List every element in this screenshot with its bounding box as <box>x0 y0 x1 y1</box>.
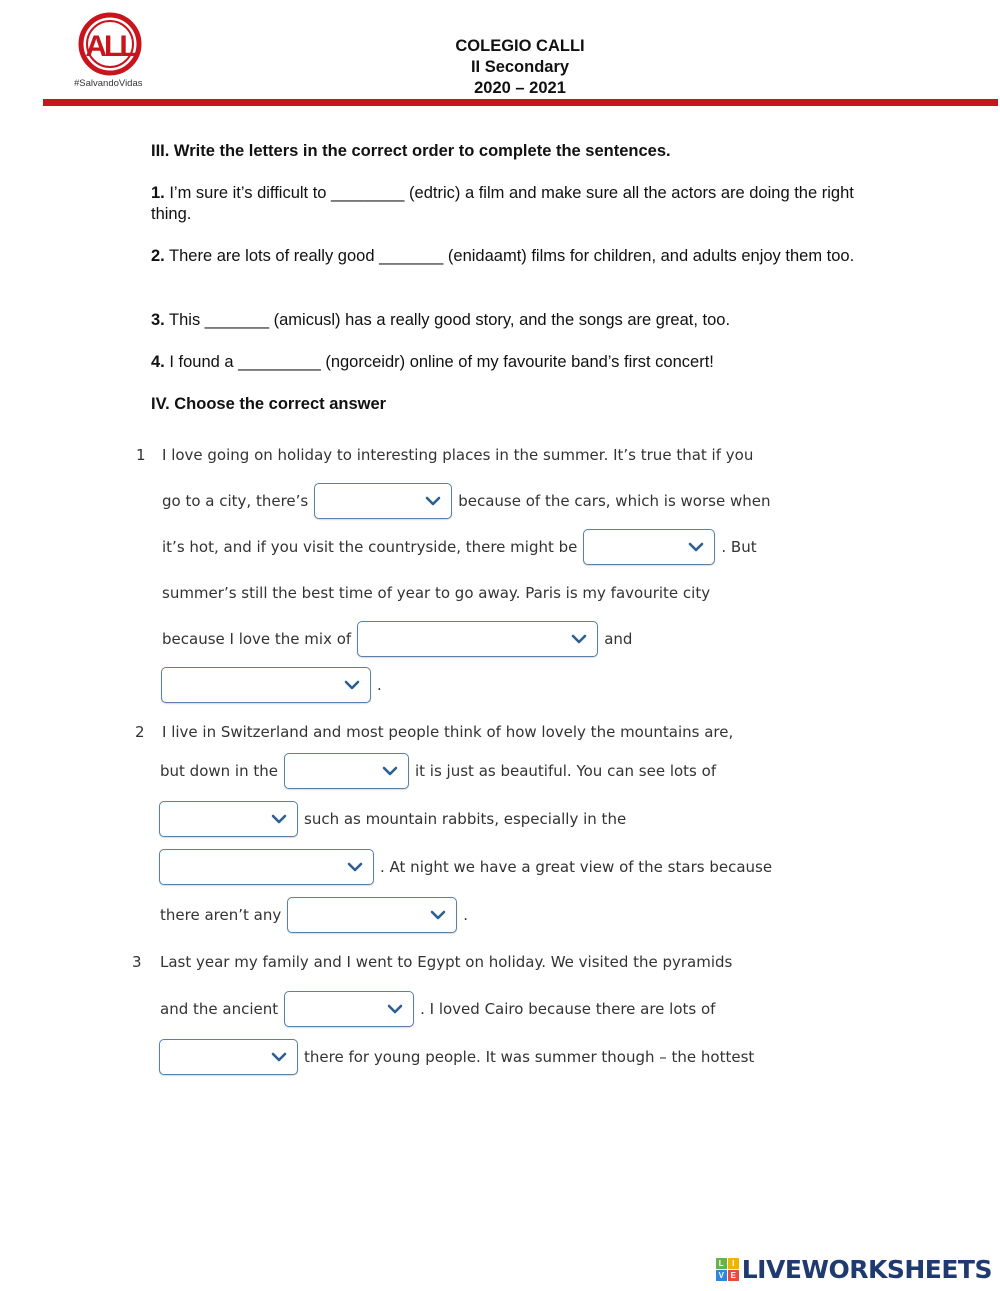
chevron-down-icon <box>271 813 287 825</box>
chevron-down-icon <box>425 495 441 507</box>
item-number: 3. <box>151 311 165 329</box>
passage-line <box>160 943 732 981</box>
passage-text: it’s hot, and if you visit the countryside, there might be <box>162 538 578 556</box>
chevron-down-icon <box>430 909 446 921</box>
answer-dropdown[interactable] <box>161 667 371 703</box>
grade: II Secondary <box>470 58 570 76</box>
passage-line <box>160 896 468 934</box>
passage-line <box>162 620 632 658</box>
passage-text: because of the cars, which is worse when <box>458 492 771 510</box>
passage-line <box>162 436 753 474</box>
chevron-down-icon <box>688 541 704 553</box>
svg-text:ALL: ALL <box>85 30 135 63</box>
chevron-down-icon <box>387 1003 403 1015</box>
item-text: I’m sure it’s difficult to ________ (edtric) a film and make sure all the actors are doing the right thing. <box>151 184 854 223</box>
item-text: This _______ (amicusl) has a really good story, and the songs are great, too. <box>164 311 731 329</box>
passage-text: go to a city, there’s <box>162 492 309 510</box>
passage-text: there for young people. It was summer though – the hottest <box>304 1048 755 1066</box>
item-number: 1. <box>151 184 165 202</box>
exercise-item <box>151 310 881 331</box>
item-text: I found a _________ (ngorceidr) online of my favourite band’s first concert! <box>164 353 714 371</box>
passage-text: it is just as beautiful. You can see lots of <box>414 762 717 780</box>
passage-text: . I loved Cairo because there are lots of <box>420 1000 716 1018</box>
answer-dropdown[interactable] <box>159 1039 298 1075</box>
exercise-item <box>151 352 881 373</box>
question-number: 2 <box>135 723 145 741</box>
passage-text: and <box>604 630 633 648</box>
item-number: 2. <box>151 247 165 265</box>
question-number: 1 <box>136 446 146 464</box>
item-text: There are lots of really good _______ (enidaamt) films for children, and adults enjoy them too. <box>164 247 855 265</box>
passage-line <box>162 482 770 520</box>
passage-line <box>162 713 733 751</box>
document-header <box>400 36 640 99</box>
school-logo <box>76 12 144 80</box>
answer-dropdown[interactable] <box>583 529 715 565</box>
answer-dropdown[interactable] <box>287 897 457 933</box>
passage-text: . <box>463 906 468 924</box>
chevron-down-icon <box>571 633 587 645</box>
passage-text: I live in Switzerland and most people think of how lovely the mountains are, <box>162 723 734 741</box>
passage-line <box>160 990 715 1028</box>
passage-text: there aren’t any <box>160 906 282 924</box>
passage-text: because I love the mix of <box>162 630 352 648</box>
question-number: 3 <box>132 953 142 971</box>
passage-line <box>162 528 757 566</box>
passage-text: and the ancient <box>160 1000 279 1018</box>
passage-text: I love going on holiday to interesting places in the summer. It’s true that if you <box>162 446 754 464</box>
section3-title: III. Write the letters in the correct order to complete the sentences. <box>151 142 671 160</box>
chevron-down-icon <box>382 765 398 777</box>
chevron-down-icon <box>271 1051 287 1063</box>
passage-text: such as mountain rabbits, especially in the <box>304 810 627 828</box>
live-badge-icon: L I V E <box>716 1258 739 1281</box>
passage-text: Last year my family and I went to Egypt on holiday. We visited the pyramids <box>160 953 733 971</box>
school-name: COLEGIO CALLI <box>455 37 585 55</box>
chevron-down-icon <box>344 679 360 691</box>
section4-title: IV. Choose the correct answer <box>151 395 387 413</box>
answer-dropdown[interactable] <box>284 991 414 1027</box>
passage-line <box>159 1038 754 1076</box>
exercise-item <box>151 246 881 267</box>
passage-text: . At night we have a great view of the stars because <box>380 858 773 876</box>
liveworksheets-logo <box>716 1255 992 1284</box>
passage-text: . <box>377 676 382 694</box>
chevron-down-icon <box>347 861 363 873</box>
answer-dropdown[interactable] <box>159 801 298 837</box>
answer-dropdown[interactable] <box>284 753 409 789</box>
exercise-item <box>151 183 881 225</box>
brand-name: LIVEWORKSHEETS <box>741 1255 992 1284</box>
passage-line <box>161 666 382 704</box>
hashtag: #SalvandoVidas <box>74 78 143 89</box>
item-number: 4. <box>151 353 165 371</box>
answer-dropdown[interactable] <box>314 483 452 519</box>
answer-dropdown[interactable] <box>159 849 374 885</box>
school-year: 2020 – 2021 <box>474 79 566 97</box>
passage-text: . But <box>721 538 757 556</box>
passage-text: summer’s still the best time of year to go away. Paris is my favourite city <box>162 584 711 602</box>
answer-dropdown[interactable] <box>357 621 598 657</box>
passage-line <box>159 848 772 886</box>
passage-line <box>160 752 716 790</box>
passage-line <box>162 574 710 612</box>
passage-text: but down in the <box>160 762 278 780</box>
header-divider <box>43 99 998 106</box>
passage-line <box>159 800 626 838</box>
